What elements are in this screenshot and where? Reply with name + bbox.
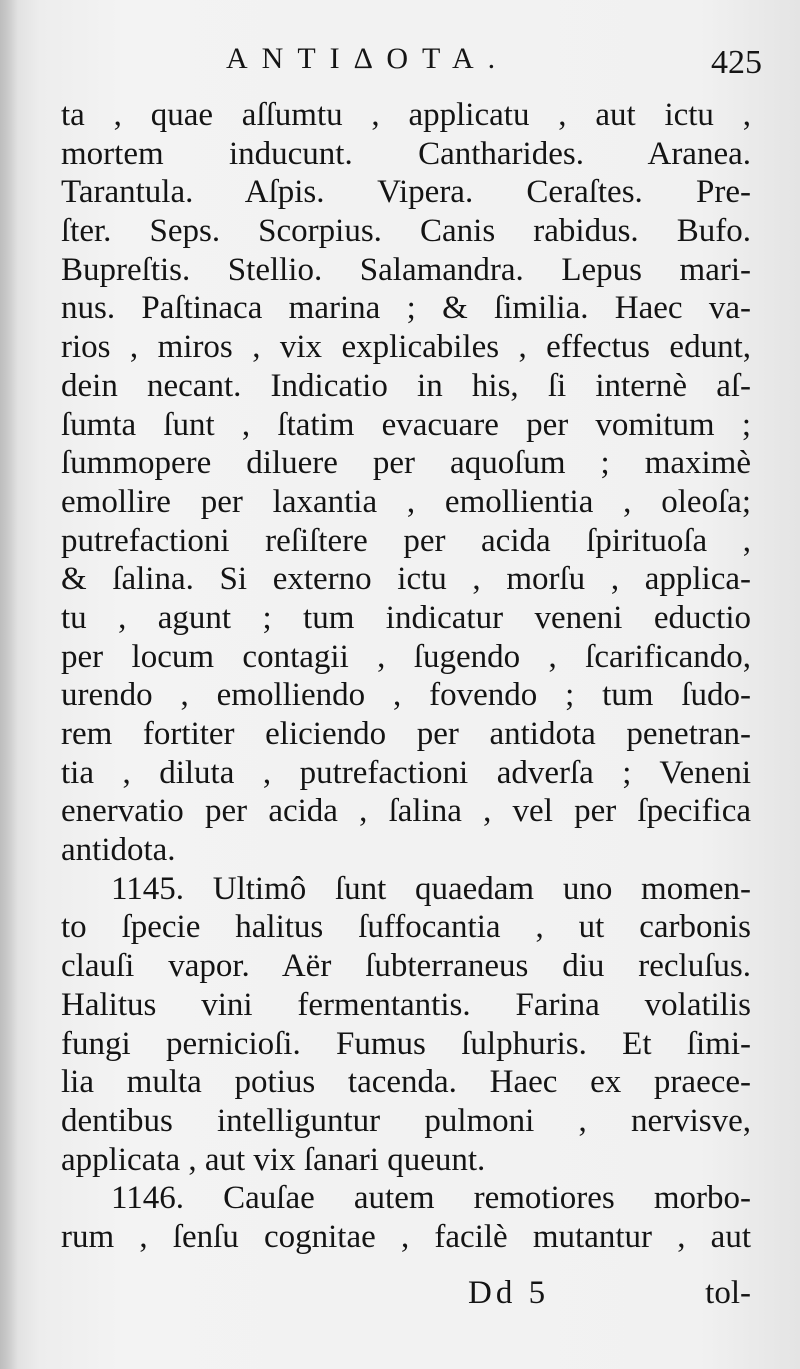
catchword: tol- (705, 1275, 751, 1311)
text-line: enervatio per acida , ſalina , vel per ſpecifica (61, 793, 751, 830)
paragraph-1145-line: dentibus intelliguntur pulmoni , nervisve, (61, 1102, 751, 1139)
text-line: per locum contagii , ſugendo , ſcarificando, (61, 638, 751, 675)
binding-shadow (0, 0, 18, 1369)
text-line: putrefactioni reſiſtere per acida ſpirituoſa , (61, 522, 751, 559)
text-line: ſummopere diluere per aquoſum ; maximè (61, 445, 751, 482)
text-line: tu , agunt ; tum indicatur veneni eductio (61, 599, 751, 636)
paragraph-1145-line: fungi pernicioſi. Fumus ſulphuris. Et ſimi- (61, 1025, 751, 1062)
paragraph-1145-line: applicata , aut vix ſanari queunt. (61, 1141, 486, 1178)
text-line: Tarantula. Aſpis. Vipera. Ceraſtes. Pre- (61, 174, 751, 211)
printer-signature: Dd 5 (468, 1275, 550, 1311)
text-line: emollire per laxantia , emollientia , oleoſa; (61, 483, 751, 520)
text-line: dein necant. Indicatio in his, ſi internè aſ- (61, 367, 751, 404)
text-line: & ſalina. Si externo ictu , morſu , applica- (61, 561, 751, 598)
text-line: ta , quae aſſumtu , applicatu , aut ictu , (61, 97, 751, 133)
text-line: ſter. Seps. Scorpius. Canis rabidus. Bufo. (61, 213, 751, 250)
text-line: ſumta ſunt , ſtatim evacuare per vomitum ; (61, 406, 751, 443)
text-line: nus. Paſtinaca marina ; & ſimilia. Haec va- (61, 290, 751, 327)
text-line: Bupreſtis. Stellio. Salamandra. Lepus mari- (61, 251, 751, 288)
text-line: urendo , emolliendo , fovendo ; tum ſudo- (61, 677, 751, 714)
text-line: tia , diluta , putrefactioni adverſa ; Veneni (61, 754, 751, 791)
running-title: ΑΝΤΙΔΟΤΑ. (226, 42, 510, 75)
text-line: mortem inducunt. Cantharides. Aranea. (61, 135, 751, 172)
text-line: rem fortiter eliciendo per antidota penetran- (61, 716, 751, 752)
text-line: rios , miros , vix explicabiles , effectus edunt, (61, 329, 751, 366)
paragraph-1145-line: Halitus vini fermentantis. Farina volatilis (61, 986, 751, 1023)
paragraph-1145-line: to ſpecie halitus ſuffocantia , ut carbonis (61, 909, 751, 946)
paragraph-1145-line: 1145. Ultimô ſunt quaedam uno momen- (111, 870, 751, 907)
page-number: 425 (711, 44, 762, 81)
paragraph-1146-line: rum , ſenſu cognitae , facilè mutantur , aut (61, 1218, 751, 1255)
paragraph-1145-line: clauſi vapor. Aër ſubterraneus diu recluſus. (61, 948, 751, 985)
paragraph-1146-line: 1146. Cauſae autem remotiores morbo- (111, 1180, 751, 1217)
text-line: antidota. (61, 832, 176, 869)
body-text (61, 96, 751, 1257)
paragraph-1145-line: lia multa potius tacenda. Haec ex praece- (61, 1064, 751, 1101)
